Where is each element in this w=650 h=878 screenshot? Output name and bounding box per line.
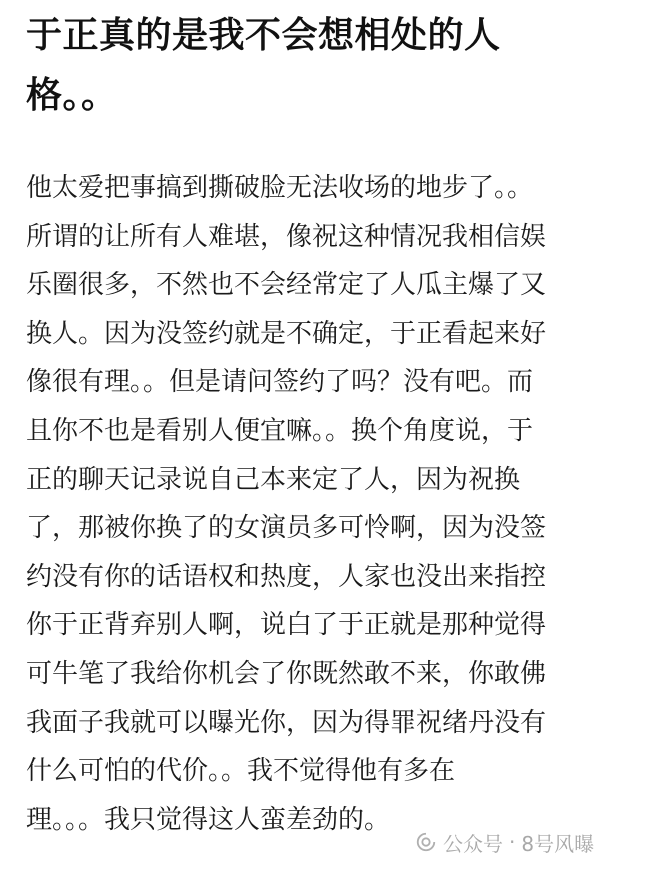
body-line: 了，那被你换了的女演员多可怜啊，因为没签 [26, 513, 547, 544]
watermark-platform: 公众号 [443, 831, 503, 856]
body-line: 我面子我就可以曝光你，因为得罪祝绪丹没有 [26, 707, 547, 738]
body-line: 像很有理。。但是请问签约了吗？没有吧。而 [26, 367, 534, 398]
body-line: 乐圈很多，不然也不会经常定了人瓜主爆了又 [26, 270, 547, 301]
article-title [26, 6, 626, 126]
body-line: 约没有你的话语权和热度，人家也没出来指控 [26, 561, 547, 592]
body-line: 正的聊天记录说自己本来定了人，因为祝换 [26, 464, 521, 495]
body-line: 且你不也是看别人便宜嘛。。换个角度说，于 [26, 415, 534, 446]
wechat-official-account-icon [415, 831, 437, 853]
title-line-2: 格。。 [26, 75, 118, 116]
title-line-1: 于正真的是我不会想相处的人 [26, 15, 501, 56]
body-line: 什么可怕的代价。。我不觉得他有多在 [26, 756, 456, 787]
body-line: 可牛笔了我给你机会了你既然敢不来，你敢佛 [26, 658, 547, 689]
watermark-separator: · [509, 830, 516, 854]
body-line: 理。。。我只觉得这人蛮差劲的。 [26, 804, 391, 835]
body-line: 换人。因为没签约就是不确定，于正看起来好 [26, 318, 547, 349]
body-line: 他太爱把事搞到撕破脸无法收场的地步了。。 [26, 173, 534, 203]
watermark-account: 8号风曝 [521, 831, 595, 856]
body-line: 所谓的让所有人难堪，像祝这种情况我相信娱 [26, 221, 547, 252]
body-line: 你于正背弃别人啊，说白了于正就是那种觉得 [26, 610, 547, 641]
watermark [415, 822, 594, 862]
article-body [26, 164, 626, 844]
